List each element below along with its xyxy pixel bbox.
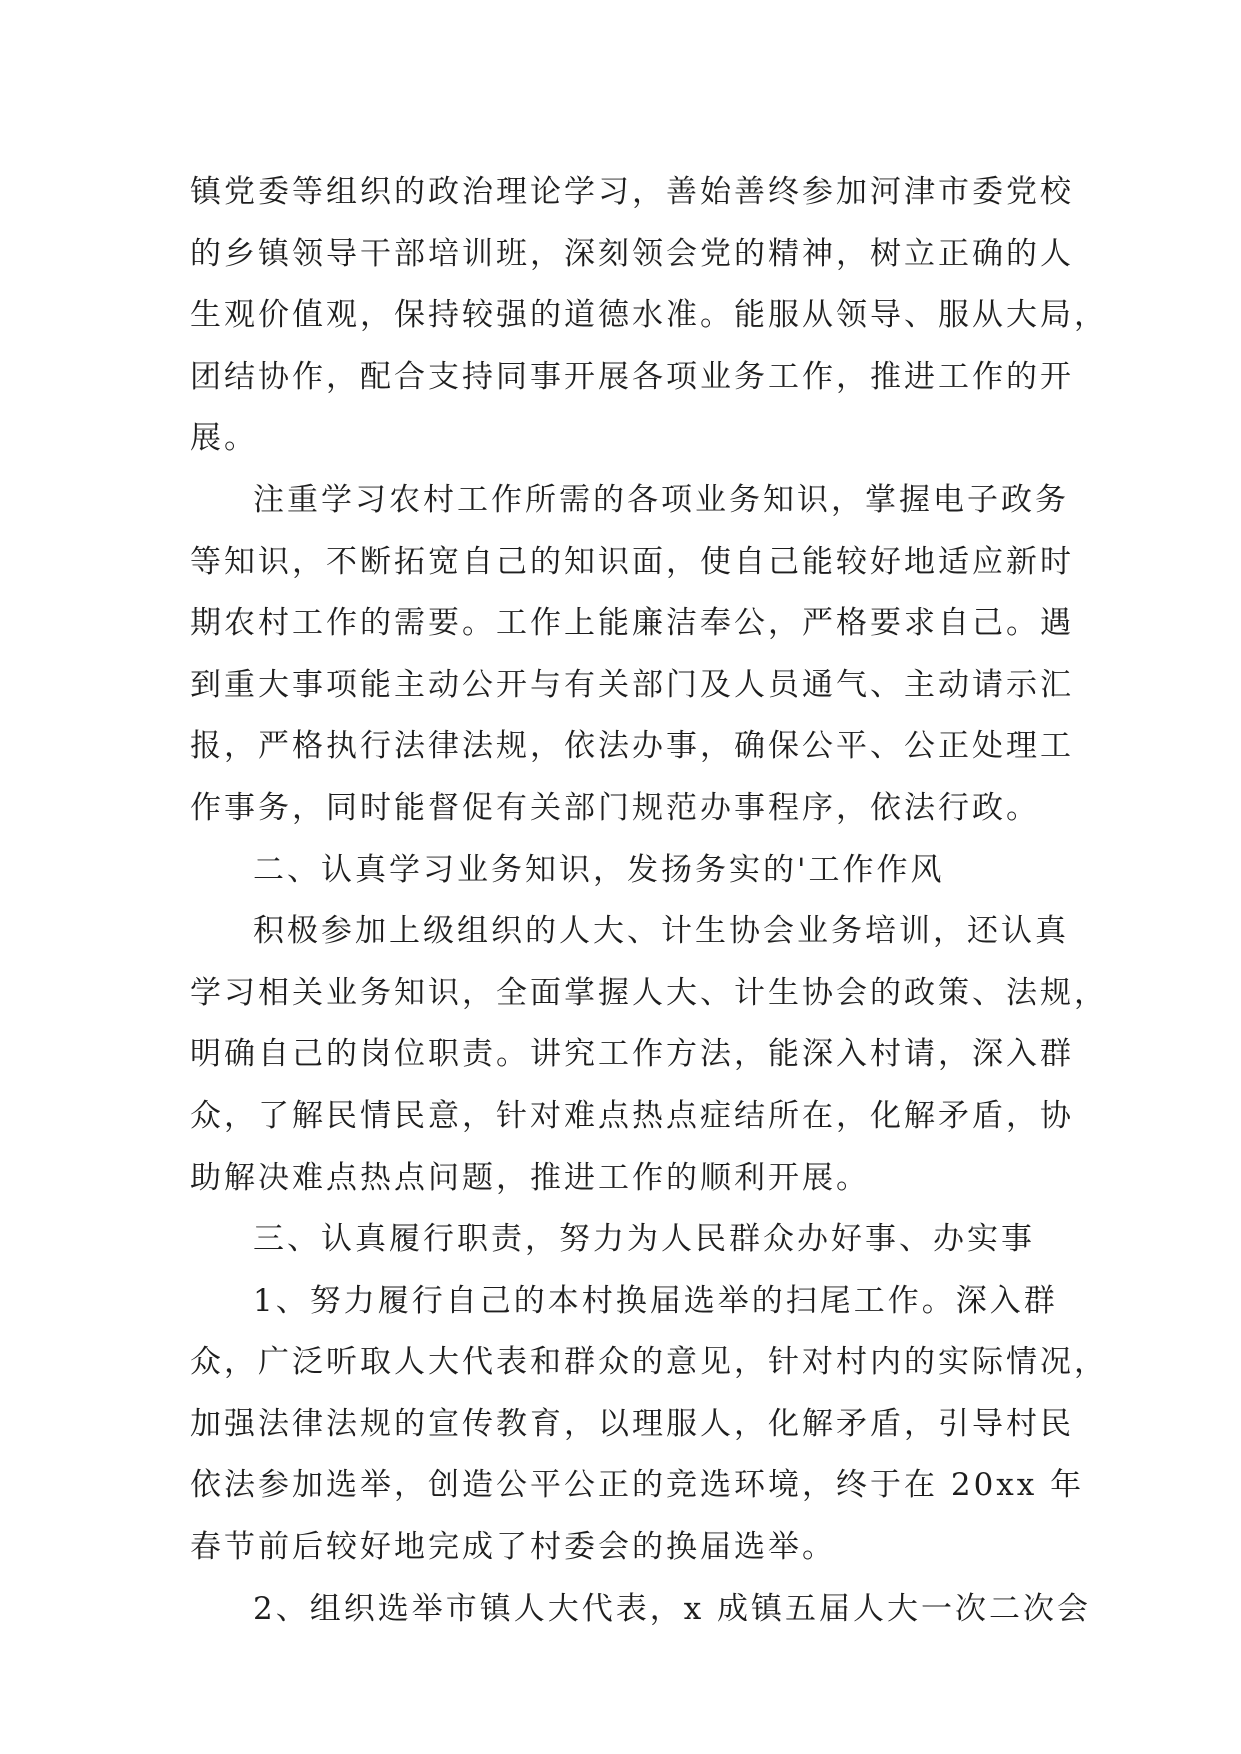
- heading-line: 三、认真履行职责，努力为人民群众办好事、办实事: [253, 1221, 1035, 1258]
- text-line: 依法参加选举，创造公平公正的竞选环境，终于在 20xx 年: [190, 1467, 1085, 1504]
- text-line: 1、努力履行自己的本村换届选举的扫尾工作。深入群: [253, 1282, 1058, 1319]
- paragraph-1: [190, 162, 1108, 470]
- text-line: 注重学习农村工作所需的各项业务知识，掌握电子政务: [253, 481, 1069, 518]
- paragraph-2: [190, 470, 1074, 840]
- text-line: 的乡镇领导干部培训班，深刻领会党的精神，树立正确的人: [190, 235, 1074, 272]
- text-line: 众，广泛听取人大代表和群众的意见，针对村内的实际情况，: [190, 1344, 1108, 1381]
- document-body: [190, 162, 1108, 1640]
- section-heading-2: [190, 840, 1050, 902]
- paragraph-3: [190, 901, 1108, 1209]
- text-line: 众，了解民情民意，针对难点热点症结所在，化解矛盾，协: [190, 1097, 1074, 1134]
- text-line: 报，严格执行法律法规，依法办事，确保公平、公正处理工: [190, 728, 1074, 765]
- text-line: 明确自己的岗位职责。讲究工作方法，能深入村请，深入群: [190, 1036, 1074, 1073]
- text-line: 等知识，不断拓宽自己的知识面，使自己能较好地适应新时: [190, 543, 1074, 580]
- text-line: 生观价值观，保持较强的道德水准。能服从领导、服从大局，: [190, 297, 1108, 334]
- text-line: 春节前后较好地完成了村委会的换届选举。: [190, 1529, 836, 1566]
- text-line: 2、组织选举市镇人大代表，x 成镇五届人大一次二次会: [253, 1590, 1092, 1627]
- text-line: 助解决难点热点问题，推进工作的顺利开展。: [190, 1159, 870, 1196]
- text-line: 到重大事项能主动公开与有关部门及人员通气、主动请示汇: [190, 666, 1074, 703]
- paragraph-5: [190, 1579, 1092, 1641]
- text-line: 团结协作，配合支持同事开展各项业务工作，推进工作的开: [190, 358, 1074, 395]
- text-line: 展。: [190, 420, 258, 457]
- text-line: 加强法律法规的宣传教育，以理服人，化解矛盾，引导村民: [190, 1405, 1074, 1442]
- text-line: 期农村工作的需要。工作上能廉洁奉公，严格要求自己。遇: [190, 605, 1074, 642]
- paragraph-4: [190, 1271, 1108, 1579]
- section-heading-3: [190, 1209, 1050, 1271]
- text-line: 学习相关业务知识，全面掌握人大、计生协会的政策、法规，: [190, 974, 1108, 1011]
- text-line: 积极参加上级组织的人大、计生协会业务培训，还认真: [253, 913, 1069, 950]
- text-line: 镇党委等组织的政治理论学习，善始善终参加河津市委党校: [190, 174, 1074, 210]
- heading-line: 二、认真学习业务知识，发扬务实的'工作作风: [253, 851, 945, 888]
- text-line: 作事务，同时能督促有关部门规范办事程序，依法行政。: [190, 789, 1040, 826]
